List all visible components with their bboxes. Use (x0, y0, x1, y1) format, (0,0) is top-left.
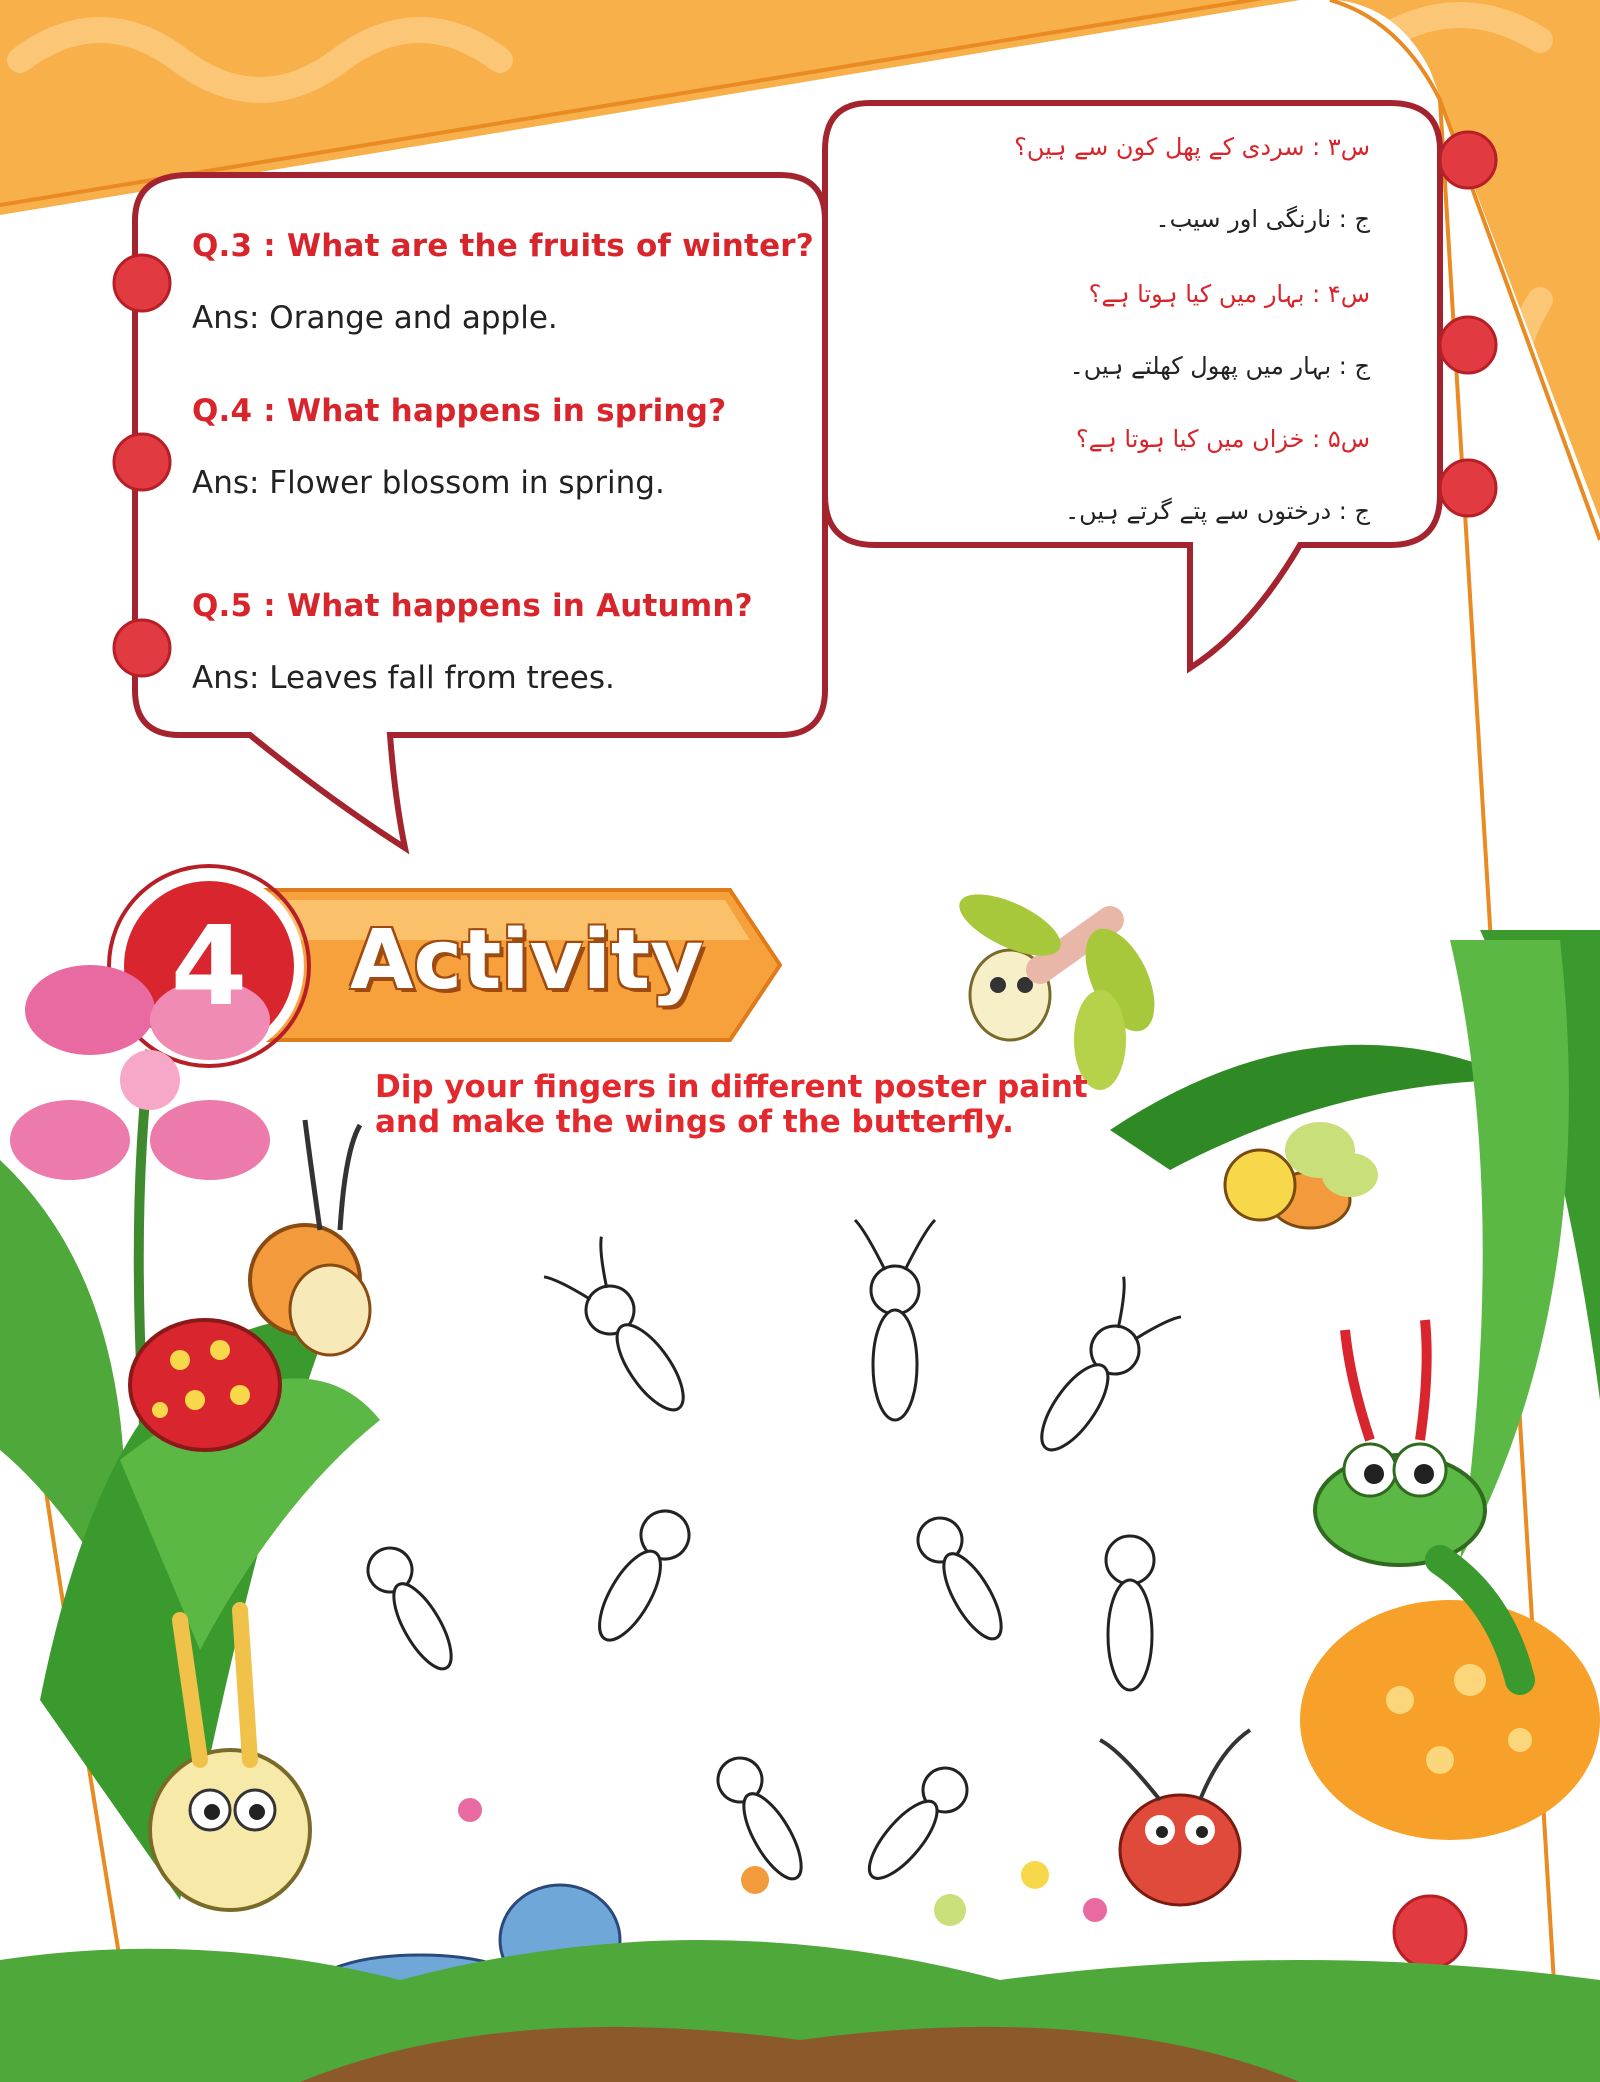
urdu-answer-4: ج : بہار میں پھول کھلتے ہیں۔ (1069, 352, 1370, 380)
english-question-5: Q.5 : What happens in Autumn? (192, 588, 753, 624)
english-answer-4: Ans: Flower blossom in spring. (192, 465, 665, 501)
english-answer-5: Ans: Leaves fall from trees. (192, 660, 615, 696)
activity-instruction (375, 1070, 1088, 1140)
urdu-answer-3: ج : نارنگی اور سیب۔ (1155, 205, 1370, 233)
urdu-question-4: س۴ : بہار میں کیا ہوتا ہے؟ (1088, 280, 1370, 308)
urdu-answer-5: ج : درختوں سے پتے گرتے ہیں۔ (1065, 497, 1370, 525)
activity-number: 4 (170, 902, 248, 1030)
instruction-line-1: Dip your fingers in different poster paint (375, 1069, 1088, 1105)
urdu-question-5: س۵ : خزاں میں کیا ہوتا ہے؟ (1075, 425, 1370, 453)
english-question-4: Q.4 : What happens in spring? (192, 393, 727, 429)
urdu-question-3: س۳ : سردی کے پھل کون سے ہیں؟ (1014, 133, 1370, 161)
instruction-line-2: and make the wings of the butterfly. (375, 1104, 1014, 1140)
activity-title: Activity (350, 913, 704, 1008)
english-question-3: Q.3 : What are the fruits of winter? (192, 228, 814, 264)
english-answer-3: Ans: Orange and apple. (192, 300, 558, 336)
